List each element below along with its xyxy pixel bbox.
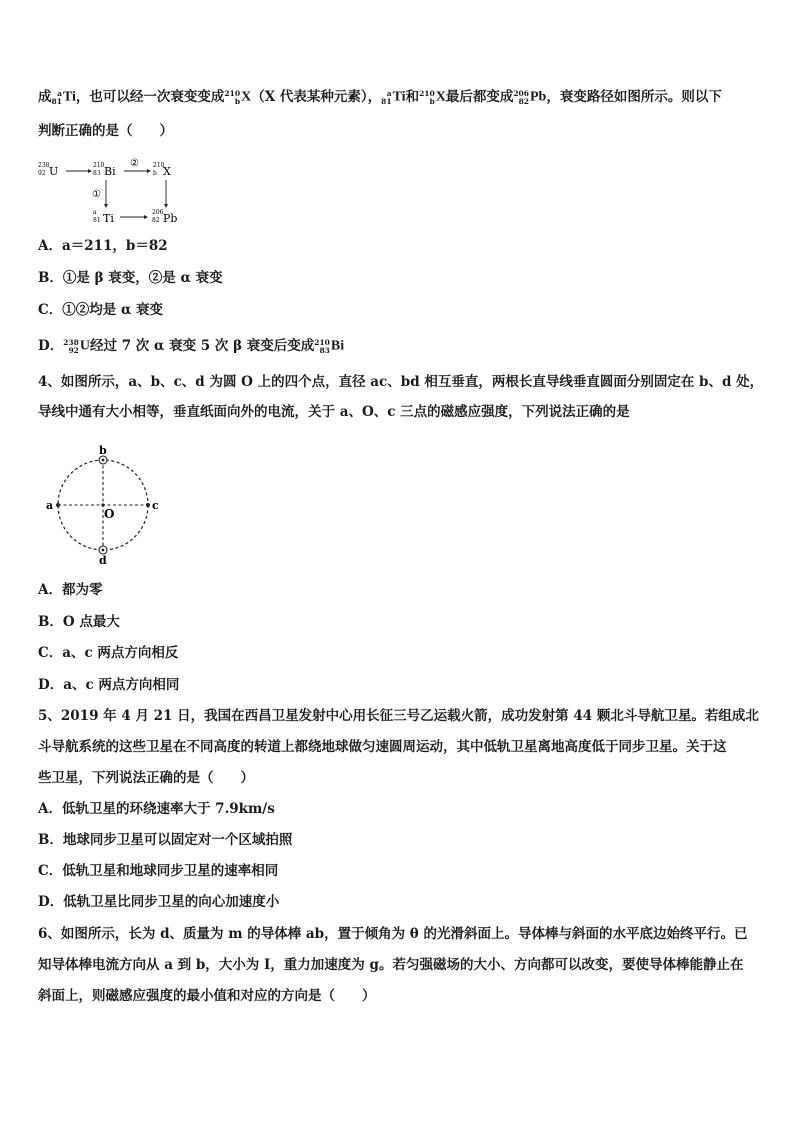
decay-path-diagram [36,156,196,228]
label-d: d [99,554,107,567]
path-label-2: ② [130,158,139,169]
svg-text:81: 81 [93,217,101,224]
q3-option-b: B．①是 β 衰变，②是 α 衰变 [38,270,223,286]
q3-text: （X 代表某种元素）， [251,89,382,105]
svg-text:210: 210 [93,162,105,169]
q3-text: 成 [38,89,52,105]
svg-text:a: a [93,209,97,216]
svg-text:83: 83 [93,170,101,177]
q3-text: ，衰变路径如图所示。则以下 [546,89,722,105]
svg-text:Pb: Pb [163,212,178,225]
point-a-dot [56,503,60,507]
q5-stem-line1: 5、2019 年 4 月 21 日，我国在西昌卫星发射中心用长征三号乙运载火箭，成功发射第 44 颗北斗导航卫星。若组成北 [38,708,759,724]
q6-stem-line3: 斜面上，则磁感应强度的最小值和对应的方向是（ ） [38,988,376,1004]
q5-option-a: A．低轨卫星的环绕速率大于 7.9km/s [38,801,275,817]
point-c-dot [146,503,150,507]
q3-option-d: D． 238 92 U经过 7 次 α 衰变 5 次 β 衰变后变成 210 83 Bi [38,337,345,355]
node-x210 [153,162,171,178]
q5-option-c: C．低轨卫星和地球同步卫星的速率相同 [38,863,279,879]
ti-nuclide: a 81 Ti [51,88,76,106]
q4-option-c: C．a、c 两点方向相反 [38,645,179,661]
svg-text:Ti: Ti [103,212,114,225]
q5-stem-line3: 些卫星，下列说法正确的是（ ） [38,770,254,786]
pb-nuclide: 206 82 Pb [513,88,547,106]
svg-text:Bi: Bi [104,165,116,178]
q5-option-d: D．低轨卫星比同步卫星的向心加速度小 [38,894,280,910]
label-b: b [99,444,107,457]
svg-text:238: 238 [38,162,50,169]
q3-stem-line1 [38,87,758,108]
q6-stem-line1: 6、如图所示，长为 d、质量为 m 的导体棒 ab，置于倾角为 θ 的光滑斜面上。导体棒与斜面的水平底边始终平行。已 [38,926,748,942]
q3-text: 和 [405,89,420,105]
q4-option-d: D．a、c 两点方向相同 [38,677,180,693]
circle-wire-figure [40,444,170,568]
q3-option-a: A．a＝211，b＝82 [38,238,168,254]
q4-option-a: A．都为零 [38,582,103,598]
x-nuclide: 210 b X [419,88,446,106]
label-c: c [152,499,159,512]
q5-stem-line2: 斗导航系统的这些卫星在不同高度的转道上都绕地球做匀速圆周运动，其中低轨卫星离地高度低于同步卫星。关于这 [38,739,727,755]
q3-text: ，也可以经一次衰变变成 [75,89,225,105]
q3-stem-line2: 判断正确的是（ ） [38,123,173,139]
u-nuclide: 238 92 U [63,337,90,355]
svg-text:U: U [49,165,59,178]
ti-nuclide: a 81 Ti [381,88,406,106]
svg-text:X: X [163,165,171,178]
q6-stem-line2: 知导体棒电流方向从 a 到 b，大小为 I，重力加速度为 g。若匀强磁场的大小、方向都可以改变，要使导体棒能静止在 [38,957,744,973]
svg-text:92: 92 [38,170,46,177]
label-o: O [104,507,115,521]
svg-text:206: 206 [152,209,164,216]
q4-stem-line1: 4、如图所示，a、b、c、d 为圆 O 上的四个点，直径 ac、bd 相互垂直，两根长直导线垂直圆面分别固定在 b、d 处， [38,374,764,390]
x-nuclide: 210 b X [224,88,252,106]
label-a: a [46,499,54,512]
svg-text:210: 210 [153,162,165,169]
bi-nuclide: 210 83 Bi [314,337,345,355]
node-bi210 [93,162,116,178]
svg-text:82: 82 [152,217,160,224]
q5-option-b: B．地球同步卫星可以固定对一个区域拍照 [38,832,293,848]
q3-text: 最后都变成 [445,89,514,105]
node-pb206 [152,209,177,225]
path-label-1: ① [92,189,101,200]
wire-d-current-out-icon [99,546,107,554]
q4-stem-line2: 导线中通有大小相等，垂直纸面向外的电流，关于 a、O、c 三点的磁感应强度，下列说法正确的是 [38,404,630,420]
q4-option-b: B．O 点最大 [38,614,120,630]
svg-text:b: b [153,170,157,177]
wire-b-current-out-icon [99,456,107,464]
node-ti [93,209,114,225]
q3-option-c: C．①②均是 α 衰变 [38,302,164,318]
node-u238 [38,162,58,178]
